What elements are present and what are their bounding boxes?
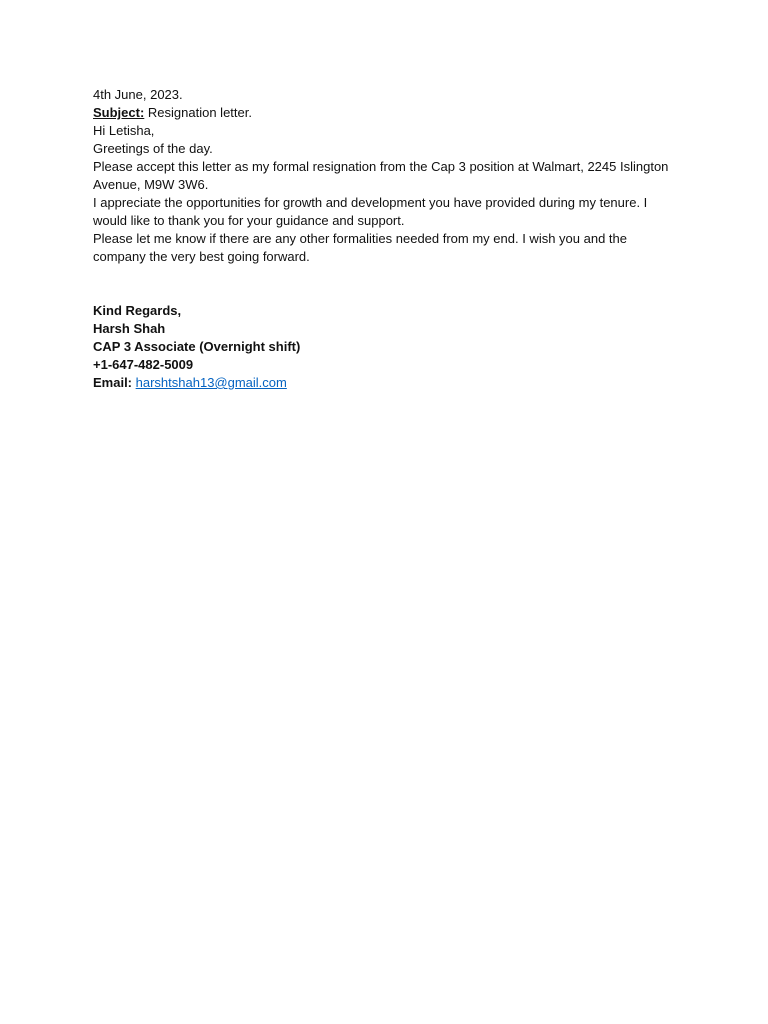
email-link[interactable]: harshtshah13@gmail.com [135,375,287,390]
letter-date: 4th June, 2023. [93,87,183,102]
salutation: Hi Letisha, [93,123,155,138]
email-label: Email: [93,375,133,390]
paragraph-resignation: Please accept this letter as my formal resignation from the Cap 3 position at Walmart, 2245 Islington Avenue, M9W 3W6. [93,159,669,192]
signature-phone: +1-647-482-5009 [93,357,194,372]
signature-closing: Kind Regards, [93,303,182,318]
signature-title: CAP 3 Associate (Overnight shift) [93,339,301,354]
subject-label: Subject: [93,105,145,120]
signature-name: Harsh Shah [93,321,166,336]
greeting-line: Greetings of the day. [93,141,213,156]
paragraph-appreciation: I appreciate the opportunities for growth and development you have provided during my tenure. I would like to thank you for your guidance and support. [93,195,648,228]
subject-line [93,104,683,122]
letter-body [93,86,683,392]
signature-email-line [93,374,683,392]
paragraph-closing: Please let me know if there are any other formalities needed from my end. I wish you and the company the very best going forward. [93,231,627,264]
subject-text: Resignation letter. [144,105,252,120]
